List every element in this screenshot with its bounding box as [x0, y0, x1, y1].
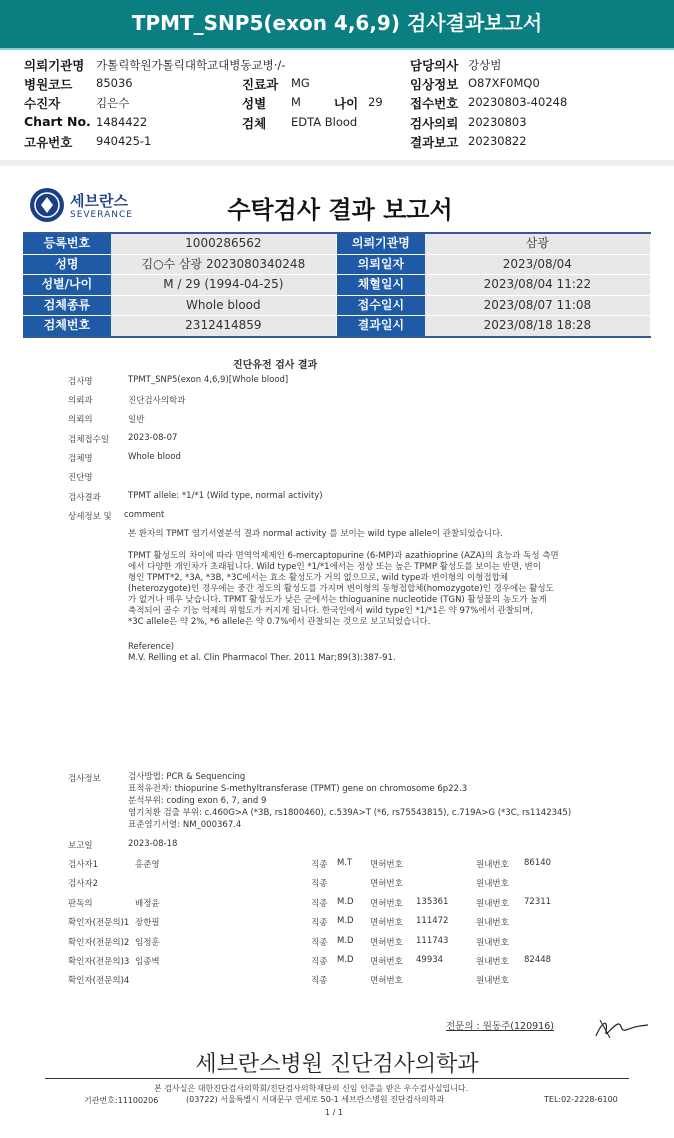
page-number: 1 / 1: [325, 1108, 343, 1117]
lab-report-title: 수탁검사 결과 보고서: [227, 196, 453, 224]
staff-name: 홍준영: [135, 860, 160, 870]
info-value: 삼광: [425, 234, 651, 254]
info-value: 2023/08/04: [425, 255, 651, 275]
header-label: 담당의사: [410, 58, 459, 73]
staff-name: 배정윤: [135, 899, 160, 909]
staff-key: 원내번호: [476, 976, 509, 986]
signature-image: [592, 1012, 652, 1042]
field-label: 상세정보 및: [68, 512, 112, 522]
staff-key: 원내번호: [476, 879, 509, 889]
staff-key: 원내번호: [476, 938, 509, 948]
staff-key: 직종: [311, 899, 328, 909]
info-label: 검체종류: [23, 296, 111, 316]
comment-line: (heterozygote)인 경우에는 중간 정도의 활성도를 가지며 변이형의 동형접합체(homozygote)인 경우에는 활성도: [128, 584, 554, 594]
staff-value: 111743: [416, 936, 449, 946]
footer-phone: TEL:02-2228-6100: [544, 1095, 618, 1104]
field-label: 의뢰의: [68, 415, 93, 425]
comment-line: *3C allele은 약 2%, *6 allele은 약 0.7%에서 관찰되는 것으로 보고되었습니다.: [128, 617, 431, 627]
header-value: 강상범: [468, 58, 502, 72]
staff-key: 면허번호: [370, 976, 403, 986]
field-value: 2023-08-07: [128, 433, 178, 443]
info-value: 2023/08/18 18:28: [425, 316, 651, 336]
comment-line: M.V. Relling et al. Clin Pharmacol Ther. 2011 Mar;89(3):387-91.: [128, 653, 396, 663]
header-label: 결과보고: [410, 135, 459, 150]
staff-name: 임종벽: [135, 957, 160, 967]
info-label: 의뢰일자: [337, 255, 425, 275]
info-label: 결과일시: [337, 316, 425, 336]
info-value: 2312414859: [111, 316, 337, 336]
info-label: 접수일시: [337, 296, 425, 316]
staff-value: M.D: [337, 936, 354, 946]
comment-line: 형인 TPMT*2, *3A, *3B, *3C에서는 효소 활성도가 거의 없으므로, wild type과 변이형의 이형접합체: [128, 573, 509, 583]
field-value: TPMT allele: *1/*1 (Wild type, normal activity): [128, 491, 323, 501]
field-label: 의뢰과: [68, 396, 93, 406]
info-label: 성별/나이: [23, 275, 111, 295]
comment-line: TPMT 활성도의 차이에 따라 면역억제제인 6-mercaptopurine (6-MP)과 azathioprine (AZA)의 효능과 독성 측면: [128, 551, 559, 561]
report-title: TPMT_SNP5(exon 4,6,9) 검사결과보고서: [131, 11, 543, 35]
header-value: 20230803-40248: [468, 95, 568, 109]
comment-line: 에서 다양한 개인차가 초래됩니다. Wild type인 *1/*1에서는 정상 또는 높은 TPMP 활성도를 보이는 반면, 변이: [128, 562, 541, 572]
header-label: 병원코드: [24, 77, 73, 92]
method-line: 검사방법: PCR & Sequencing: [128, 772, 246, 782]
header-label: 성별: [242, 96, 267, 111]
logo-english: SEVERANCE: [70, 210, 133, 220]
staff-value: 86140: [524, 858, 552, 868]
header-value: MG: [291, 76, 310, 90]
field-label: 검사명: [68, 377, 93, 387]
specialist-name: 전문의 : 원동주(120916): [446, 1021, 554, 1032]
staff-role: 판독의: [68, 899, 93, 909]
staff-key: 직종: [311, 957, 328, 967]
header-label: 의뢰기관명: [24, 58, 85, 73]
staff-value: M.D: [337, 897, 354, 907]
info-label: 성명: [23, 255, 111, 275]
report-date-label: 보고일: [68, 841, 93, 851]
footer-rule: [45, 1078, 629, 1079]
comment-line: 축적되어 골수 기능 억제의 위험도가 커지게 됩니다. 한국인에서 wild type인 *1/*1은 약 97%에서 관찰되며,: [128, 606, 534, 616]
field-label: 검체접수일: [68, 435, 110, 445]
header-label: Chart No.: [24, 114, 91, 129]
info-value: M / 29 (1994-04-25): [111, 275, 337, 295]
report-date: 2023-08-18: [128, 839, 178, 849]
comment-line: Reference): [128, 642, 175, 652]
method-line: 표준염기서열: NM_000367.4: [128, 820, 242, 830]
header-value: 20230822: [468, 134, 527, 148]
field-value: 일반: [128, 415, 145, 425]
info-label: 채혈일시: [337, 275, 425, 295]
info-label: 검체번호: [23, 316, 111, 336]
staff-key: 면허번호: [370, 957, 403, 967]
staff-key: 직종: [311, 879, 328, 889]
field-value: Whole blood: [128, 452, 181, 462]
staff-name: 임정훈: [135, 938, 160, 948]
header-label: 접수번호: [410, 96, 459, 111]
header-value: 20230803: [468, 115, 527, 129]
header-label: 진료과: [242, 77, 279, 92]
header-value: 가톨릭학원가톨릭대학교대병동교병·/-: [96, 58, 286, 72]
info-value: 김○수 삼광 2023080340248: [111, 255, 337, 275]
staff-key: 면허번호: [370, 879, 403, 889]
staff-role: 검사자2: [68, 879, 99, 889]
staff-key: 면허번호: [370, 860, 403, 870]
method-line: 표적유전자: thiopurine S-methyltransferase (TPMT) gene on chromosome 6p22.3: [128, 784, 468, 794]
staff-value: M.D: [337, 955, 354, 965]
field-label: 진단명: [68, 473, 93, 483]
field-label: 검사결과: [68, 493, 101, 503]
footer-department: 세브란스병원 진단검사의학과: [195, 1052, 479, 1077]
comment-line: 본 환자의 TPMT 염기서열분석 결과 normal activity 를 보이는 wild type allele이 관찰되었습니다.: [128, 529, 503, 539]
info-value: 2023/08/04 11:22: [425, 275, 651, 295]
staff-role: 확인자(전문의)3: [68, 957, 130, 967]
header-value: EDTA Blood: [291, 115, 358, 129]
section-title: 진단유전 검사 결과: [233, 360, 318, 371]
staff-value: 72311: [524, 897, 552, 907]
staff-key: 면허번호: [370, 938, 403, 948]
staff-key: 면허번호: [370, 918, 403, 928]
header-value: 1484422: [96, 115, 148, 129]
info-value: Whole blood: [111, 296, 337, 316]
field-label: 검체명: [68, 454, 93, 464]
staff-value: 49934: [416, 955, 444, 965]
header-value: 940425-1: [96, 134, 152, 148]
staff-key: 직종: [311, 918, 328, 928]
staff-value: 111472: [416, 916, 449, 926]
method-label: 검사정보: [68, 774, 101, 784]
footer-institution-code: 기관번호:11100206: [84, 1096, 159, 1105]
staff-role: 검사자1: [68, 860, 99, 870]
comment-line: 가 없거나 매우 낮습니다. TPMT 활성도가 낮은 군에서는 thioguanine nucleotide (TGN) 활성물의 농도가 높게: [128, 595, 547, 605]
header-label: 검사의뢰: [410, 116, 459, 131]
staff-value: M.T: [337, 858, 353, 868]
staff-key: 직종: [311, 860, 328, 870]
method-line: 분석부위: coding exon 6, 7, and 9: [128, 796, 267, 806]
staff-name: 장한필: [135, 918, 160, 928]
header-value: O87XF0MQ0: [468, 76, 540, 90]
info-label: 등록번호: [23, 234, 111, 254]
header-label: 검체: [242, 116, 267, 131]
header-value: 85036: [96, 76, 133, 90]
field-value: comment: [124, 510, 165, 520]
staff-role: 확인자(전문의)2: [68, 938, 130, 948]
footer-note: 본 검사실은 대한진단검사의학회/진단검사의학재단의 신임 인증을 받은 우수검사실입니다.: [154, 1084, 469, 1093]
header-label: 고유번호: [24, 135, 73, 150]
staff-role: 확인자(전문의)4: [68, 976, 130, 986]
field-value: 진단검사의학과: [128, 396, 186, 406]
staff-role: 확인자(전문의)1: [68, 918, 130, 928]
header-label: 수진자: [24, 96, 61, 111]
field-value: TPMT_SNP5(exon 4,6,9)[Whole blood]: [128, 375, 289, 385]
staff-key: 원내번호: [476, 957, 509, 967]
staff-key: 직종: [311, 976, 328, 986]
footer-address: (03722) 서울특별시 서대문구 연세로 50-1 세브란스병원 진단검사의학과: [186, 1095, 445, 1104]
info-value: 2023/08/07 11:08: [425, 296, 651, 316]
logo-korean: 세브란스: [70, 192, 128, 210]
staff-value: 135361: [416, 897, 449, 907]
header-label: 나이: [334, 96, 359, 111]
info-label: 의뢰기관명: [337, 234, 425, 254]
info-value: 1000286562: [111, 234, 337, 254]
staff-value: M.D: [337, 916, 354, 926]
staff-key: 원내번호: [476, 918, 509, 928]
header-value: 29: [368, 95, 383, 109]
header-value: 김은수: [96, 96, 130, 110]
staff-key: 직종: [311, 938, 328, 948]
staff-key: 면허번호: [370, 899, 403, 909]
method-line: 염기치환 검출 부위: c.460G>A (*3B, rs1800460), c.539A>T (*6, rs75543815), c.719A>G (*3C, rs1142345): [128, 808, 572, 818]
header-label: 임상정보: [410, 77, 459, 92]
staff-value: 82448: [524, 955, 552, 965]
staff-key: 원내번호: [476, 860, 509, 870]
staff-key: 원내번호: [476, 899, 509, 909]
header-value: M: [291, 95, 301, 109]
